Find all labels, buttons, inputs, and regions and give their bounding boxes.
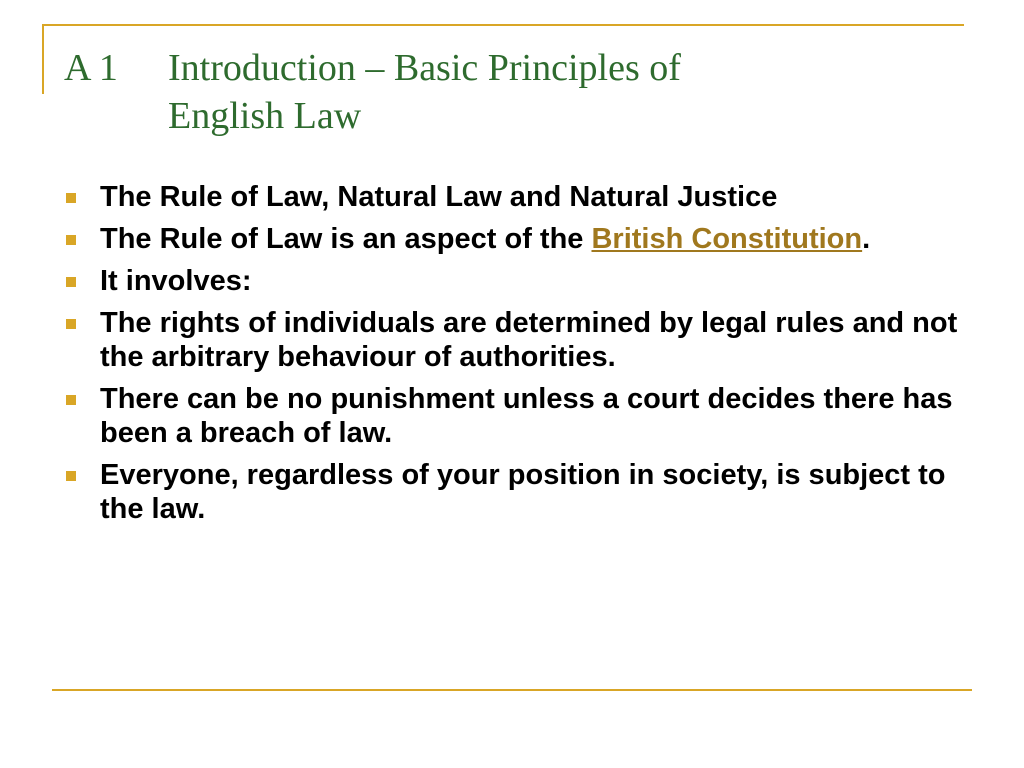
bullet-item — [62, 306, 962, 374]
title-line-1: Introduction – Basic Principles of — [168, 47, 681, 89]
left-border-line — [42, 24, 44, 94]
bottom-border-line — [52, 689, 972, 691]
slide-title — [64, 44, 944, 140]
title-number: A 1 — [64, 47, 118, 89]
bullet-list — [62, 180, 962, 534]
square-bullet-icon — [66, 193, 76, 203]
square-bullet-icon — [66, 277, 76, 287]
bullet-text: The Rule of Law, Natural Law and Natural Justice — [100, 181, 778, 213]
british-constitution-link[interactable]: British Constitution — [591, 223, 863, 255]
bullet-item — [62, 382, 962, 450]
bullet-item — [62, 264, 962, 298]
square-bullet-icon — [66, 395, 76, 405]
bullet-item — [62, 222, 962, 256]
bullet-item — [62, 180, 962, 214]
title-line-2: English Law — [168, 95, 362, 137]
square-bullet-icon — [66, 319, 76, 329]
bullet-text-end: . — [862, 223, 871, 255]
bullet-text: There can be no punishment unless a court decides there has been a breach of law. — [100, 383, 953, 449]
bullet-text: It involves: — [100, 265, 252, 297]
square-bullet-icon — [66, 471, 76, 481]
bullet-text: The rights of individuals are determined by legal rules and not the arbitrary behaviour of authorities. — [100, 307, 958, 373]
bullet-text: The Rule of Law is an aspect of the — [100, 223, 592, 255]
title-text — [168, 44, 944, 140]
bullet-text: Everyone, regardless of your position in society, is subject to the law. — [100, 459, 946, 525]
top-border-line — [42, 24, 964, 26]
bullet-item — [62, 458, 962, 526]
square-bullet-icon — [66, 235, 76, 245]
